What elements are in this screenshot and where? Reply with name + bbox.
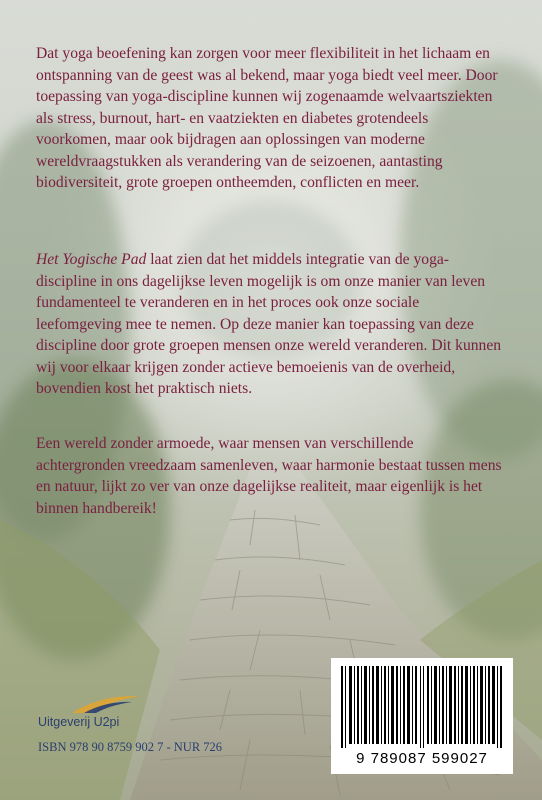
blurb-paragraph-2 bbox=[36, 249, 506, 400]
publisher-name: Uitgeverij U2pi bbox=[38, 715, 120, 729]
book-title: Het Yogische Pad bbox=[36, 251, 147, 268]
isbn-line: ISBN 978 90 8759 902 7 - NUR 726 bbox=[38, 740, 223, 754]
blurb-paragraph-3: Een wereld zonder armoede, waar mensen van verschillende achtergronden vreedzaam samenleven, waar harmonie bestaat tussen mens en natuur, lijkt zo ver van onze dagelijkse realiteit, maar eigenlijk is het binnen handbereik! bbox=[36, 435, 502, 517]
barcode-bars bbox=[341, 666, 505, 748]
barcode-digits: 9 789087 599027 bbox=[356, 750, 488, 767]
publisher-logo bbox=[38, 693, 168, 741]
blurb-paragraph-2-text: laat zien dat het middels integratie van de yoga-discipline in ons dagelijkse leven mogelijk is om onze manier van leven fundamenteel te veranderen en in het proces ook onze sociale leefomgeving mee te nemen. Op deze manier kan toepassing van deze discipline door grote groepen mensen onze wereld veranderen. Dit kunnen wij voor elkaar krijgen zonder actieve bemoeienis van de overheid, bovendien kost het praktisch niets. bbox=[36, 251, 502, 397]
bird-swoosh-icon bbox=[70, 693, 142, 715]
barcode bbox=[331, 658, 513, 774]
blurb-paragraph-1: Dat yoga beoefening kan zorgen voor meer flexibiliteit in het lichaam en ontspanning van de geest was al bekend, maar yoga biedt veel meer. Door toepassing van yoga-discipline kunnen wij zogenaamde welvaartsziekten als stress, burnout, hart- en vaatziekten en diabetes grotendeels voorkomen, maar ook bijdragen aan oplossingen van moderne wereldvraagstukken als verandering van de seizoenen, aantasting biodiversiteit, grote groepen ontheemden, conflicten en meer. bbox=[36, 45, 498, 191]
